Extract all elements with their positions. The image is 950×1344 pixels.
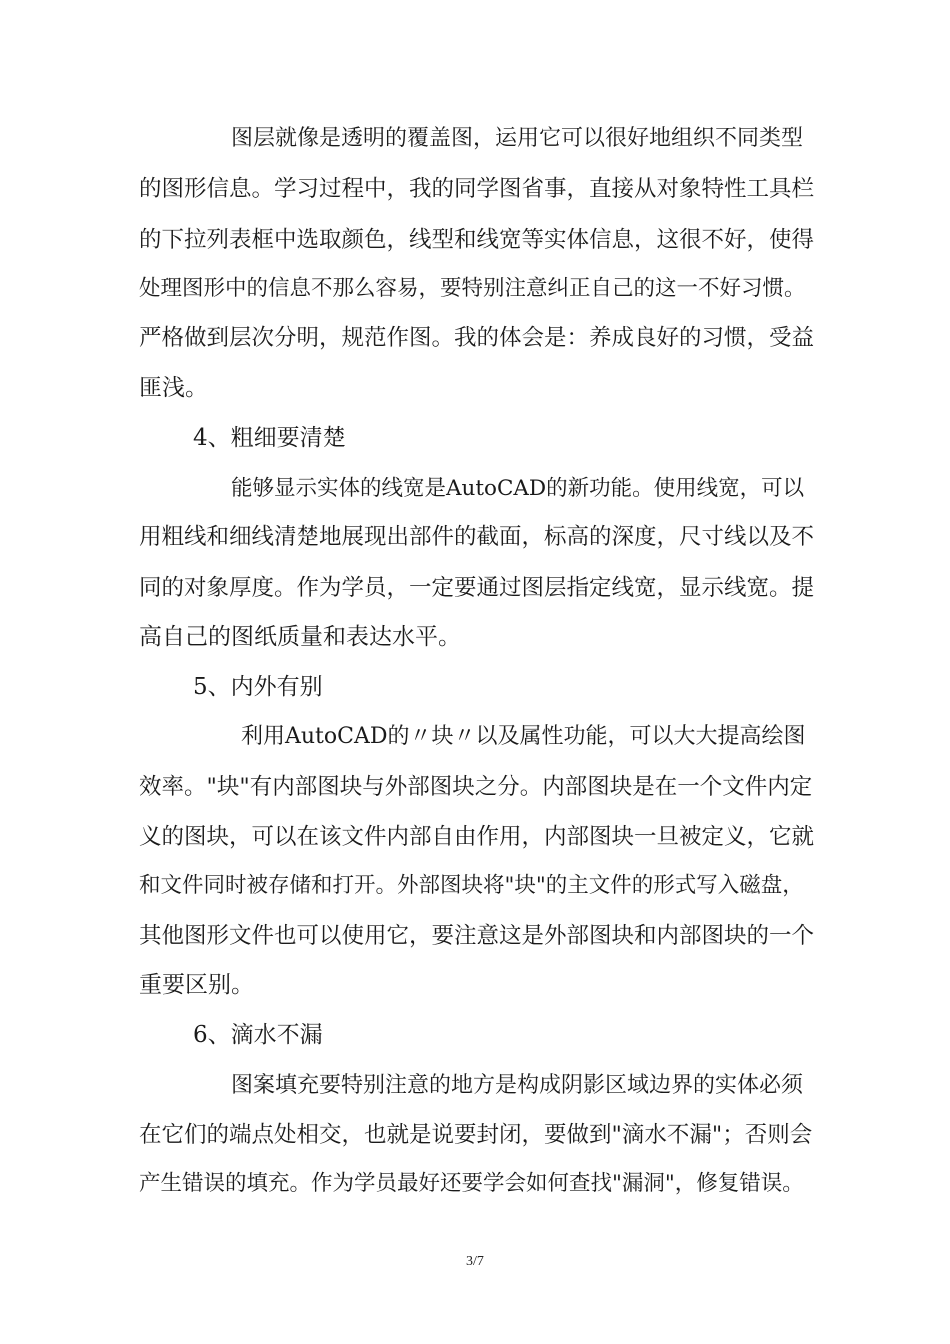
- paragraph-line: 利用AutoCAD的〃块〃以及属性功能，可以大大提高绘图: [241, 724, 806, 749]
- paragraph-line: 和文件同时被存储和打开。外部图块将"块"的主文件的形式写入磁盘，: [139, 873, 804, 898]
- paragraph-line: 匪浅。: [139, 375, 208, 401]
- section-heading: 5、内外有别: [193, 674, 323, 700]
- paragraph-line: 严格做到层次分明，规范作图。我的体会是：养成良好的习惯，受益: [139, 325, 815, 351]
- paragraph-line: 重要区别。: [139, 972, 254, 998]
- paragraph-line: 义的图块，可以在该文件内部自由作用，内部图块一旦被定义，它就: [139, 824, 815, 850]
- paragraph-line: 的下拉列表框中选取颜色，线型和线宽等实体信息，这很不好，使得: [139, 227, 815, 253]
- paragraph-line: 效率。"块"有内部图块与外部图块之分。内部图块是在一个文件内定: [139, 774, 813, 800]
- paragraph-line: 其他图形文件也可以使用它，要注意这是外部图块和内部图块的一个: [139, 923, 815, 949]
- paragraph-line: 产生错误的填充。作为学员最好还要学会如何查找"漏洞"，修复错误。: [139, 1171, 804, 1196]
- paragraph-line: 图案填充要特别注意的地方是构成阴影区域边界的实体必须: [231, 1073, 804, 1098]
- paragraph-line: 在它们的端点处相交，也就是说要封闭，要做到"滴水不漏"；否则会: [139, 1122, 813, 1148]
- paragraph-line: 能够显示实体的线宽是AutoCAD的新功能。使用线宽，可以: [231, 476, 805, 501]
- paragraph-line: 同的对象厚度。作为学员，一定要通过图层指定线宽，显示线宽。提: [139, 575, 815, 601]
- page-number: 3/7: [466, 1254, 484, 1269]
- paragraph-line: 高自己的图纸质量和表达水平。: [139, 624, 461, 650]
- paragraph-line: 用粗线和细线清楚地展现出部件的截面，标高的深度，尺寸线以及不: [139, 524, 815, 550]
- paragraph-line: 的图形信息。学习过程中，我的同学图省事，直接从对象特性工具栏: [139, 176, 815, 202]
- section-heading: 4、粗细要清楚: [193, 425, 346, 451]
- paragraph-line: 处理图形中的信息不那么容易，要特别注意纠正自己的这一不好习惯。: [139, 276, 806, 301]
- section-heading: 6、滴水不漏: [193, 1022, 323, 1048]
- paragraph-line: 图层就像是透明的覆盖图，运用它可以很好地组织不同类型: [231, 126, 804, 151]
